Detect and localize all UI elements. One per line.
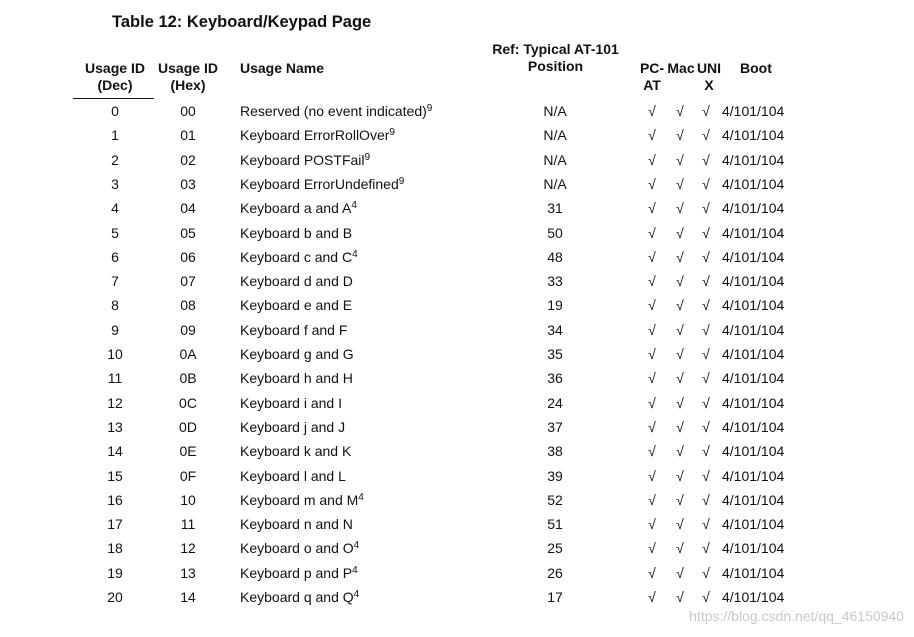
at101-position: 51 — [547, 516, 563, 532]
usage-name-cell — [240, 245, 358, 269]
footnote-ref: 4 — [358, 492, 364, 503]
unix-check-icon: √ — [702, 103, 710, 119]
boot-value: 4/101/104 — [722, 395, 785, 411]
table-row — [0, 148, 914, 172]
usage-name: Keyboard c and C — [240, 249, 353, 265]
table-row — [0, 464, 914, 488]
pc-at-check-icon: √ — [648, 565, 656, 581]
usage-id-dec: 1 — [111, 127, 119, 143]
header-usage-id-dec-line2: (Dec) — [97, 77, 133, 93]
pc-at-check-icon: √ — [648, 103, 656, 119]
at101-position: 35 — [547, 346, 563, 362]
pc-at-check-icon: √ — [648, 225, 656, 241]
usage-name-cell — [240, 293, 352, 317]
at101-position: N/A — [543, 103, 567, 119]
usage-name: Keyboard p and P — [240, 565, 353, 581]
pc-at-check-icon: √ — [648, 492, 656, 508]
mac-check-icon: √ — [676, 492, 684, 508]
footnote-ref: 4 — [352, 565, 358, 576]
usage-name-cell — [240, 488, 364, 512]
table-row — [0, 172, 914, 196]
pc-at-check-icon: √ — [648, 346, 656, 362]
usage-name: Reserved (no event indicated) — [240, 103, 427, 119]
mac-check-icon: √ — [676, 419, 684, 435]
unix-check-icon: √ — [702, 200, 710, 216]
table-row — [0, 536, 914, 560]
usage-name-cell — [240, 269, 353, 293]
table-row — [0, 585, 914, 609]
mac-check-icon: √ — [676, 322, 684, 338]
usage-name-cell — [240, 196, 357, 220]
boot-value: 4/101/104 — [722, 176, 785, 192]
usage-name: Keyboard h and H — [240, 370, 353, 386]
table-row — [0, 488, 914, 512]
at101-position: N/A — [543, 176, 567, 192]
usage-name: Keyboard j and J — [240, 419, 346, 435]
at101-position: 19 — [547, 297, 563, 313]
table-row — [0, 196, 914, 220]
usage-id-hex: 10 — [180, 492, 196, 508]
usage-name-cell — [240, 536, 359, 560]
footnote-ref: 4 — [351, 200, 357, 211]
mac-check-icon: √ — [676, 225, 684, 241]
usage-id-hex: 08 — [180, 297, 196, 313]
unix-check-icon: √ — [702, 225, 710, 241]
table-row — [0, 318, 914, 342]
usage-name-cell — [240, 318, 347, 342]
usage-name: Keyboard l and L — [240, 468, 346, 484]
boot-value: 4/101/104 — [722, 225, 785, 241]
usage-id-hex: 04 — [180, 200, 196, 216]
usage-name-cell — [240, 366, 353, 390]
usage-name: Keyboard ErrorRollOver — [240, 127, 390, 143]
mac-check-icon: √ — [676, 200, 684, 216]
usage-name: Keyboard POSTFail — [240, 152, 365, 168]
table-row — [0, 245, 914, 269]
at101-position: N/A — [543, 152, 567, 168]
header-usage-id-dec-line1: Usage ID — [85, 60, 145, 76]
header-unix — [696, 60, 722, 94]
at101-position: 31 — [547, 200, 563, 216]
table-row — [0, 561, 914, 585]
unix-check-icon: √ — [702, 297, 710, 313]
usage-name-cell — [240, 342, 354, 366]
usage-name-cell — [240, 172, 404, 196]
header-pc-at-line1: PC- — [639, 60, 665, 76]
usage-id-dec: 20 — [107, 589, 123, 605]
mac-check-icon: √ — [676, 152, 684, 168]
at101-position: 38 — [547, 443, 563, 459]
at101-position: 50 — [547, 225, 563, 241]
unix-check-icon: √ — [702, 127, 710, 143]
boot-value: 4/101/104 — [722, 468, 785, 484]
unix-check-icon: √ — [702, 492, 710, 508]
pc-at-check-icon: √ — [648, 370, 656, 386]
header-unix-line1: UNI — [696, 60, 722, 76]
usage-name-cell — [240, 585, 359, 609]
mac-check-icon: √ — [676, 565, 684, 581]
unix-check-icon: √ — [702, 395, 710, 411]
boot-value: 4/101/104 — [722, 249, 785, 265]
usage-id-dec: 11 — [107, 370, 123, 386]
unix-check-icon: √ — [702, 346, 710, 362]
at101-position: 39 — [547, 468, 563, 484]
usage-name-cell — [240, 123, 395, 147]
usage-id-dec: 14 — [107, 443, 123, 459]
unix-check-icon: √ — [702, 273, 710, 289]
unix-check-icon: √ — [702, 589, 710, 605]
usage-id-hex: 05 — [180, 225, 196, 241]
pc-at-check-icon: √ — [648, 516, 656, 532]
header-pc-at — [639, 60, 665, 94]
header-usage-id-hex-line1: Usage ID — [158, 60, 218, 76]
usage-name: Keyboard d and D — [240, 273, 353, 289]
usage-id-dec: 3 — [111, 176, 119, 192]
header-mac: Mac — [667, 60, 695, 76]
boot-value: 4/101/104 — [722, 152, 785, 168]
pc-at-check-icon: √ — [648, 176, 656, 192]
pc-at-check-icon: √ — [648, 152, 656, 168]
usage-name: Keyboard m and M — [240, 492, 359, 508]
usage-id-dec: 15 — [107, 468, 123, 484]
usage-id-dec: 17 — [107, 516, 123, 532]
usage-name-cell — [240, 415, 345, 439]
usage-id-hex: 06 — [180, 249, 196, 265]
usage-id-dec: 8 — [111, 297, 119, 313]
usage-id-hex: 02 — [180, 152, 196, 168]
boot-value: 4/101/104 — [722, 127, 785, 143]
usage-id-dec: 6 — [111, 249, 119, 265]
pc-at-check-icon: √ — [648, 273, 656, 289]
usage-id-dec: 5 — [111, 225, 119, 241]
mac-check-icon: √ — [676, 540, 684, 556]
mac-check-icon: √ — [676, 443, 684, 459]
table-title: Table 12: Keyboard/Keypad Page — [112, 13, 372, 31]
boot-value: 4/101/104 — [722, 540, 785, 556]
usage-id-hex: 0F — [179, 468, 197, 484]
footnote-ref: 4 — [353, 589, 360, 600]
table-row — [0, 293, 914, 317]
mac-check-icon: √ — [676, 468, 684, 484]
usage-name-cell — [240, 99, 432, 123]
usage-id-hex: 03 — [180, 176, 196, 192]
mac-check-icon: √ — [676, 516, 684, 532]
mac-check-icon: √ — [676, 297, 684, 313]
usage-name: Keyboard f and F — [240, 322, 348, 338]
header-unix-line2: X — [704, 77, 714, 93]
boot-value: 4/101/104 — [722, 492, 785, 508]
usage-id-hex: 14 — [180, 589, 196, 605]
at101-position: 37 — [547, 419, 563, 435]
header-usage-id-hex-line2: (Hex) — [170, 77, 206, 93]
header-position-line1: Ref: Typical AT-101 — [492, 41, 619, 57]
usage-name-cell — [240, 148, 370, 172]
mac-check-icon: √ — [676, 103, 684, 119]
usage-name: Keyboard o and O — [240, 540, 354, 556]
usage-id-hex: 09 — [180, 322, 196, 338]
footnote-ref: 4 — [353, 540, 360, 551]
mac-check-icon: √ — [676, 370, 684, 386]
usage-name: Keyboard g and G — [240, 346, 354, 362]
header-usage-name: Usage Name — [240, 60, 325, 76]
header-position — [478, 41, 633, 75]
usage-id-dec: 13 — [107, 419, 123, 435]
usage-name: Keyboard b and B — [240, 225, 353, 241]
header-pc-at-line2: AT — [643, 77, 661, 93]
boot-value: 4/101/104 — [722, 443, 785, 459]
usage-id-dec: 18 — [107, 540, 123, 556]
at101-position: 25 — [547, 540, 563, 556]
unix-check-icon: √ — [702, 468, 710, 484]
at101-position: 17 — [547, 589, 563, 605]
boot-value: 4/101/104 — [722, 370, 785, 386]
usage-name-cell — [240, 512, 353, 536]
unix-check-icon: √ — [702, 540, 710, 556]
table-row — [0, 439, 914, 463]
boot-value: 4/101/104 — [722, 273, 785, 289]
boot-value: 4/101/104 — [722, 346, 785, 362]
usage-name-cell — [240, 464, 346, 488]
boot-value: 4/101/104 — [722, 297, 785, 313]
mac-check-icon: √ — [676, 176, 684, 192]
unix-check-icon: √ — [702, 249, 710, 265]
usage-id-hex: 11 — [180, 516, 196, 532]
usage-name: Keyboard n and N — [240, 516, 353, 532]
boot-value: 4/101/104 — [722, 589, 785, 605]
boot-value: 4/101/104 — [722, 322, 785, 338]
pc-at-check-icon: √ — [648, 297, 656, 313]
pc-at-check-icon: √ — [648, 443, 656, 459]
usage-id-hex: 0B — [179, 370, 197, 386]
usage-id-hex: 00 — [180, 103, 196, 119]
pc-at-check-icon: √ — [648, 395, 656, 411]
usage-id-dec: 12 — [107, 395, 123, 411]
table-row — [0, 123, 914, 147]
usage-id-hex: 13 — [180, 565, 196, 581]
at101-position: 33 — [547, 273, 563, 289]
boot-value: 4/101/104 — [722, 103, 785, 119]
mac-check-icon: √ — [676, 273, 684, 289]
table-row — [0, 342, 914, 366]
usage-id-hex: 0A — [179, 346, 197, 362]
table-row — [0, 269, 914, 293]
usage-id-dec: 0 — [111, 103, 119, 119]
usage-name: Keyboard i and I — [240, 395, 342, 411]
usage-name: Keyboard e and E — [240, 297, 353, 313]
usage-id-dec: 2 — [111, 152, 119, 168]
usage-name-cell — [240, 391, 342, 415]
table-row — [0, 99, 914, 123]
usage-name-cell — [240, 221, 352, 245]
pc-at-check-icon: √ — [648, 322, 656, 338]
usage-id-dec: 4 — [111, 200, 119, 216]
unix-check-icon: √ — [702, 176, 710, 192]
footnote-ref: 9 — [364, 152, 371, 163]
usage-name: Keyboard ErrorUndefined — [240, 176, 399, 192]
usage-name-cell — [240, 561, 358, 585]
table-row — [0, 512, 914, 536]
table-row — [0, 391, 914, 415]
mac-check-icon: √ — [676, 589, 684, 605]
footnote-ref: 9 — [389, 127, 395, 138]
mac-check-icon: √ — [676, 127, 684, 143]
usage-id-dec: 16 — [107, 492, 123, 508]
usage-name-cell — [240, 439, 351, 463]
unix-check-icon: √ — [702, 443, 710, 459]
at101-position: 48 — [547, 249, 563, 265]
usage-id-dec: 10 — [107, 346, 123, 362]
at101-position: 36 — [547, 370, 563, 386]
watermark: https://blog.csdn.net/qq_46150940 — [689, 608, 904, 624]
at101-position: 24 — [547, 395, 563, 411]
pc-at-check-icon: √ — [648, 540, 656, 556]
pc-at-check-icon: √ — [648, 468, 656, 484]
usage-id-hex: 07 — [180, 273, 196, 289]
table-row — [0, 366, 914, 390]
pc-at-check-icon: √ — [648, 419, 656, 435]
header-usage-id-dec — [77, 60, 153, 94]
usage-name: Keyboard a and A — [240, 200, 352, 216]
mac-check-icon: √ — [676, 346, 684, 362]
usage-id-dec: 7 — [111, 273, 119, 289]
usage-id-hex: 0C — [179, 395, 197, 411]
at101-position: N/A — [543, 127, 567, 143]
pc-at-check-icon: √ — [648, 127, 656, 143]
footnote-ref: 4 — [352, 249, 358, 260]
unix-check-icon: √ — [702, 565, 710, 581]
usage-name: Keyboard k and K — [240, 443, 352, 459]
boot-value: 4/101/104 — [722, 565, 785, 581]
header-boot: Boot — [740, 60, 772, 76]
pc-at-check-icon: √ — [648, 589, 656, 605]
usage-id-hex: 0D — [179, 419, 197, 435]
usage-id-dec: 9 — [111, 322, 119, 338]
unix-check-icon: √ — [702, 370, 710, 386]
at101-position: 26 — [547, 565, 563, 581]
boot-value: 4/101/104 — [722, 516, 785, 532]
boot-value: 4/101/104 — [722, 200, 785, 216]
usage-id-hex: 0E — [179, 443, 197, 459]
table-row — [0, 415, 914, 439]
unix-check-icon: √ — [702, 152, 710, 168]
table-row — [0, 221, 914, 245]
usage-id-hex: 01 — [180, 127, 196, 143]
usage-id-dec: 19 — [107, 565, 123, 581]
header-usage-id-hex — [150, 60, 226, 94]
mac-check-icon: √ — [676, 395, 684, 411]
footnote-ref: 9 — [426, 103, 433, 114]
footnote-ref: 9 — [398, 176, 405, 187]
mac-check-icon: √ — [676, 249, 684, 265]
at101-position: 34 — [547, 322, 563, 338]
unix-check-icon: √ — [702, 419, 710, 435]
header-position-line2: Position — [527, 58, 584, 74]
usage-id-hex: 12 — [180, 540, 196, 556]
pc-at-check-icon: √ — [648, 249, 656, 265]
unix-check-icon: √ — [702, 516, 710, 532]
pc-at-check-icon: √ — [648, 200, 656, 216]
usage-name: Keyboard q and Q — [240, 589, 354, 605]
at101-position: 52 — [547, 492, 563, 508]
boot-value: 4/101/104 — [722, 419, 785, 435]
unix-check-icon: √ — [702, 322, 710, 338]
